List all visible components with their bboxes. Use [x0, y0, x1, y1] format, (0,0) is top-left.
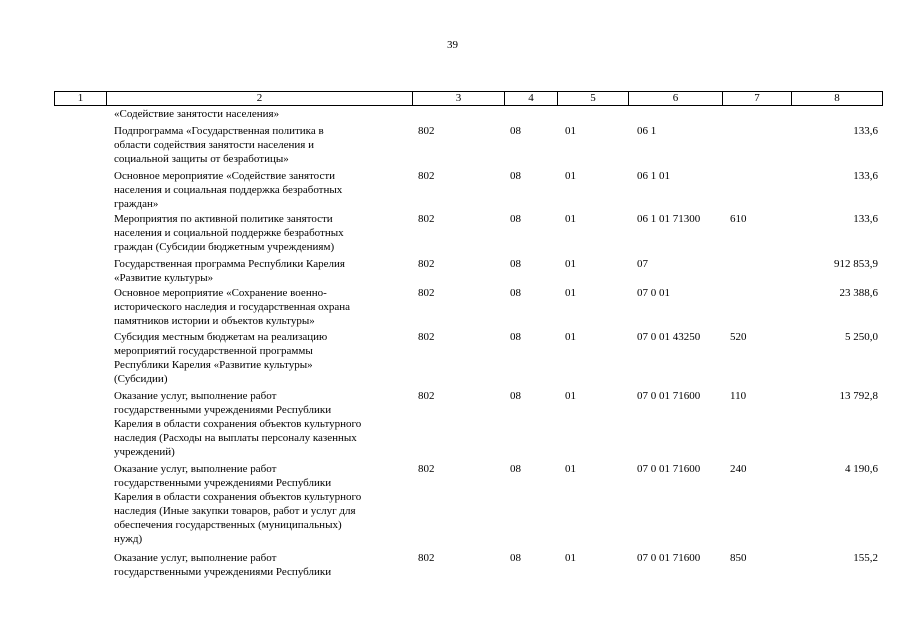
- row-name: Мероприятия по активной политике занятости населения и социальной поддержке безработных граждан (Субсидии бюджетным учреждениям): [114, 213, 344, 253]
- table-row: [54, 330, 883, 389]
- row-section: 08: [510, 258, 521, 270]
- row-amount: 912 853,9: [834, 258, 878, 270]
- row-subsection: 01: [565, 331, 576, 343]
- row-section: 08: [510, 287, 521, 299]
- row-target-code: 07 0 01 71600: [637, 552, 701, 564]
- header-col-5: 5: [558, 92, 629, 105]
- row-subsection: 01: [565, 552, 576, 564]
- row-name: Основное мероприятие «Сохранение военно- исторического наследия и государственная охрана памятников истории и объектов культуры»: [114, 287, 351, 327]
- table-row: [54, 169, 883, 212]
- header-col-2: 2: [107, 92, 413, 105]
- row-section: 08: [510, 125, 521, 137]
- row-target-code: 07 0 01 71600: [637, 463, 701, 475]
- row-expense-type: 110: [730, 390, 747, 402]
- row-ministry: 802: [418, 331, 435, 343]
- row-target-code: 07: [637, 258, 648, 270]
- row-subsection: 01: [565, 170, 576, 182]
- row-amount: 133,6: [853, 213, 878, 225]
- row-section: 08: [510, 331, 521, 343]
- table-row: [54, 124, 883, 169]
- row-ministry: 802: [418, 552, 435, 564]
- row-ministry: 802: [418, 463, 435, 475]
- row-name: Основное мероприятие «Содействие занятости населения и социальная поддержка безработных граждан»: [114, 170, 343, 210]
- row-name: Государственная программа Республики Карелия «Развитие культуры»: [114, 258, 345, 284]
- row-target-code: 07 0 01 43250: [637, 331, 701, 343]
- header-col-7: 7: [723, 92, 792, 105]
- header-col-3: 3: [413, 92, 505, 105]
- header-col-8: 8: [834, 92, 840, 104]
- table-header: [54, 91, 883, 106]
- row-section: 08: [510, 390, 521, 402]
- table-body: [54, 107, 883, 581]
- row-subsection: 01: [565, 390, 576, 402]
- row-amount: 155,2: [853, 552, 878, 564]
- row-amount: 23 388,6: [839, 287, 878, 299]
- row-ministry: 802: [418, 170, 435, 182]
- row-amount: 13 792,8: [839, 390, 878, 402]
- row-amount: 5 250,0: [845, 331, 878, 343]
- table-row: [54, 286, 883, 330]
- row-name: Подпрограмма «Государственная политика в области содействия занятости населения и социальной защиты от безработицы»: [114, 125, 324, 165]
- table-row: [54, 107, 883, 124]
- row-expense-type: 520: [730, 331, 747, 343]
- row-amount: 133,6: [853, 170, 878, 182]
- row-subsection: 01: [565, 213, 576, 225]
- table-row: [54, 389, 883, 462]
- row-target-code: 06 1 01 71300: [637, 213, 701, 225]
- row-section: 08: [510, 552, 521, 564]
- header-col-4: 4: [505, 92, 558, 105]
- row-target-code: 07 0 01 71600: [637, 390, 701, 402]
- row-ministry: 802: [418, 258, 435, 270]
- row-subsection: 01: [565, 258, 576, 270]
- row-name: Оказание услуг, выполнение работ государственными учреждениями Республики Карелия в области сохранения объектов культурного наследия (Расходы на выплаты персоналу казенных учреждений): [114, 390, 362, 458]
- row-subsection: 01: [565, 287, 576, 299]
- row-section: 08: [510, 213, 521, 225]
- header-col-1: 1: [55, 92, 107, 105]
- table-row: [54, 462, 883, 551]
- row-amount: 4 190,6: [845, 463, 878, 475]
- row-name: Оказание услуг, выполнение работ государственными учреждениями Республики Карелия в области сохранения объектов культурного наследия (Иные закупки товаров, работ и услуг для обеспечения государственных (муниципальных) нужд): [114, 463, 362, 545]
- row-name: Субсидия местным бюджетам на реализацию мероприятий государственной программы Республики Карелия «Развитие культуры» (Субсидии): [114, 331, 328, 385]
- row-target-code: 06 1: [637, 125, 657, 137]
- row-name: «Содействие занятости населения»: [114, 108, 280, 120]
- row-subsection: 01: [565, 125, 576, 137]
- table-row: [54, 551, 883, 581]
- row-name: Оказание услуг, выполнение работ государственными учреждениями Республики: [114, 552, 332, 578]
- row-expense-type: 850: [730, 552, 747, 564]
- row-ministry: 802: [418, 390, 435, 402]
- row-section: 08: [510, 170, 521, 182]
- row-amount: 133,6: [853, 125, 878, 137]
- row-subsection: 01: [565, 463, 576, 475]
- row-section: 08: [510, 463, 521, 475]
- page-number: 39: [447, 39, 458, 51]
- row-target-code: 06 1 01: [637, 170, 670, 182]
- row-expense-type: 610: [730, 213, 747, 225]
- row-ministry: 802: [418, 125, 435, 137]
- row-expense-type: 240: [730, 463, 747, 475]
- table-row: [54, 212, 883, 257]
- row-target-code: 07 0 01: [637, 287, 670, 299]
- header-col-6: 6: [629, 92, 723, 105]
- table-row: [54, 257, 883, 286]
- row-ministry: 802: [418, 213, 435, 225]
- row-ministry: 802: [418, 287, 435, 299]
